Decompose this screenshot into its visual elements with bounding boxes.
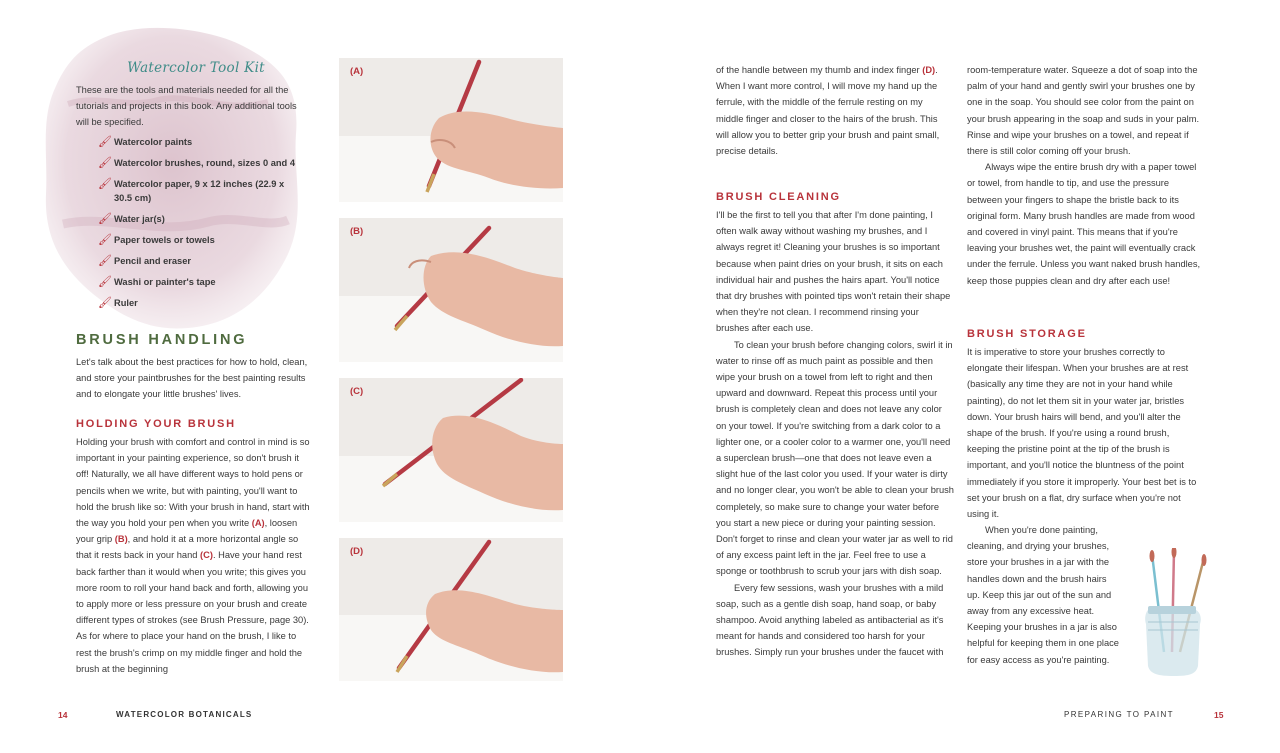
- brush-handling-heading: BRUSH HANDLING: [76, 332, 248, 348]
- photo-label: (D): [350, 546, 364, 557]
- holding-brush-text-continued: of the handle between my thumb and index finger (D). When I want more control, I will move my hand up the ferrule, with the middle of the ferrule resting on my middle finger and closer to the hairs of the brush. This will allow you to better grip your brush and paint small, precise details.: [716, 65, 940, 157]
- cleaning-paragraph: Always wipe the entire brush dry with a paper towel or towel, from handle to tip, and use the pressure between your fingers to shape the bristle back to its original form. Many brush handles are made from wood and covered in vinyl paint. This means that if you're leaving your brushes wet, the paint will eventually crack under the ferrule. Unless you want naked brush handles, keep those puppies clean and dry after each use!: [967, 162, 1201, 286]
- hand-holding-brush-image: [339, 58, 563, 202]
- photo-ref-b: (B): [114, 534, 128, 545]
- photo-ref-c: (C): [200, 550, 213, 561]
- tool-kit-title: Watercolor Tool Kit: [127, 60, 265, 76]
- brush-cleaning-text-col1: [716, 207, 954, 661]
- hand-holding-brush-image: [339, 378, 563, 522]
- photo-label: (A): [350, 66, 364, 77]
- page-number-left: 14: [58, 710, 68, 720]
- paintbrush-icon: 🖌: [98, 212, 112, 225]
- holding-brush-text: Holding your brush with comfort and control in mind is so important in your painting experience, so don't brush it off! Naturally, we all have different ways to hold pens or pencils when we write, but with painting, you'll want to hold the brush like so: With your brush in hand, start with the way you hold your pen when you write (A), loosen your grip (B), and hold it at a more horizontal angle so that it rests back in your hand (C). Have your hand rest back farther than it would when you write; this gives you more room to roll your hand back and forth, allowing you to apply more or less pressure on your brush and create different types of strokes (see Brush Pressure, page 30). As for where to place your hand on the brush, I like to rest the brush's crimp on my middle finger and hold the brush at the beginning: [76, 437, 310, 674]
- tool-kit-list: [76, 136, 316, 310]
- paintbrush-icon: 🖌: [98, 296, 112, 309]
- brush-handling-intro: Let's talk about the best practices for how to hold, clean, and store your paintbrushes for the best painting results and to elongate your little brushes' lives.: [76, 357, 308, 400]
- tool-kit-item: 🖌 Watercolor paints: [98, 136, 193, 148]
- brush-cleaning-heading: BRUSH CLEANING: [716, 191, 841, 203]
- tool-kit-item: 🖌 Water jar(s): [98, 212, 165, 225]
- holding-brush-heading: HOLDING YOUR BRUSH: [76, 418, 236, 430]
- storage-paragraph: When you're done painting, cleaning, and drying your brushes, store your brushes in a jar with the handles down and the brush hairs up. Keep this jar out of the sun and away from any excessive heat. Keeping your brushes in a jar is also helpful for keeping them in one place for easy access as you're painting.: [967, 525, 1119, 665]
- tool-kit-box: [76, 60, 316, 318]
- brush-storage-heading: BRUSH STORAGE: [967, 328, 1087, 340]
- paintbrush-icon: 🖌: [98, 136, 112, 148]
- cleaning-paragraph: To clean your brush before changing colors, swirl it in water to rinse off as much paint as possible and then wipe your brush on a towel from left to right and then upward and downward. Repeat this process until your brush is completely clean and does not leave any color on your towel. If you're switching from a dark color to a lighter one, or a cooler color to a warmer one, you'll need a superclean brush—one that does not leave even a slight hue of the last color you used. If your water is dirty and no longer clear, you won't be able to clean your brush completely, so make sure to change your water before you start a new piece or during your painting session. Don't forget to rinse and clean your water jar as well to rid of any excess paint left in the jar. Feel free to use a sponge or toothbrush to scrub your jars with dish soap.: [716, 339, 954, 577]
- photo-ref-a: (A): [251, 518, 265, 529]
- paintbrush-icon: 🖌: [98, 275, 112, 288]
- photo-c: [339, 378, 563, 522]
- page-number-right: 15: [1214, 710, 1224, 720]
- paintbrush-icon: 🖌: [98, 157, 112, 169]
- tool-kit-intro: These are the tools and materials needed for all the tutorials and projects in this book. Any additional tools will be specified.: [76, 85, 297, 127]
- photo-a: [339, 58, 563, 202]
- photo-ref-d: (D): [922, 65, 936, 75]
- tool-kit-item: 🖌 Watercolor brushes, round, sizes 0 and 4: [98, 157, 295, 169]
- running-head-left: WATERCOLOR BOTANICALS: [116, 710, 253, 719]
- tool-kit-item: 🖌 Washi or painter's tape: [98, 275, 216, 288]
- tool-kit-item: 🖌 Ruler: [98, 296, 138, 309]
- brush-cleaning-text-col2: [967, 62, 1203, 289]
- tool-kit-item: 🖌 Pencil and eraser: [98, 254, 191, 267]
- paintbrush-icon: 🖌: [98, 254, 112, 267]
- storage-paragraph: It is imperative to store your brushes correctly to elongate their lifespan. When your brushes are at rest (basically any time they are not in your hand while painting), do not let them sit in your water jar, bristles down. Your brush hairs will bend, and you'll alter the shape of the brush. If you're using a round brush, keeping the pristine point at the tip of the brush is important, and you'll notice the bluntness of the point immediately if you store it improperly. Your best bet is to set your brush on a flat, dry surface when you're not using it.: [967, 347, 1197, 520]
- photo-b: [339, 218, 563, 362]
- paintbrush-icon: 🖌: [98, 233, 112, 246]
- cleaning-paragraph: room-temperature water. Squeeze a dot of soap into the palm of your hand and gently swirl your brushes one by one in the soap. You should see color from the paint on your brush appearing in the soap and suds in your palm. Rinse and wipe your brushes on a towel, and repeat if there is still color coming off your brush.: [967, 65, 1200, 157]
- cleaning-paragraph: I'll be the first to tell you that after I'm done painting, I often walk away without washing my brushes, and I always regret it! Cleaning your brushes is so important because when paint dries on your brush, it sits on each individual hair and pushes the hairs apart. You'll notice that dry brushes with pointed tips won't retain their shape when they're not clean. I recommend rinsing your brushes after each use.: [716, 210, 951, 334]
- cleaning-paragraph: Every few sessions, wash your brushes with a mild soap, such as a gentle dish soap, hand soap, or baby shampoo. Avoid anything labeled as antibacterial as it's meant for hands and considered too harsh for your brushes. Simply run your brushes under the faucet with: [716, 582, 944, 658]
- brush-jar-illustration: [1134, 548, 1212, 678]
- running-head-right: PREPARING TO PAINT: [1064, 710, 1174, 719]
- hand-holding-brush-image: [339, 538, 563, 681]
- paintbrush-icon: 🖌: [98, 178, 112, 190]
- hand-holding-brush-image: [339, 218, 563, 362]
- tool-kit-item: 🖌 Paper towels or towels: [98, 233, 215, 246]
- tool-kit-item: 🖌 Watercolor paper, 9 x 12 inches (22.9 x 30.5 cm): [98, 178, 285, 203]
- photo-label: (B): [350, 226, 364, 237]
- photo-label: (C): [350, 386, 364, 397]
- photo-d: [339, 538, 563, 681]
